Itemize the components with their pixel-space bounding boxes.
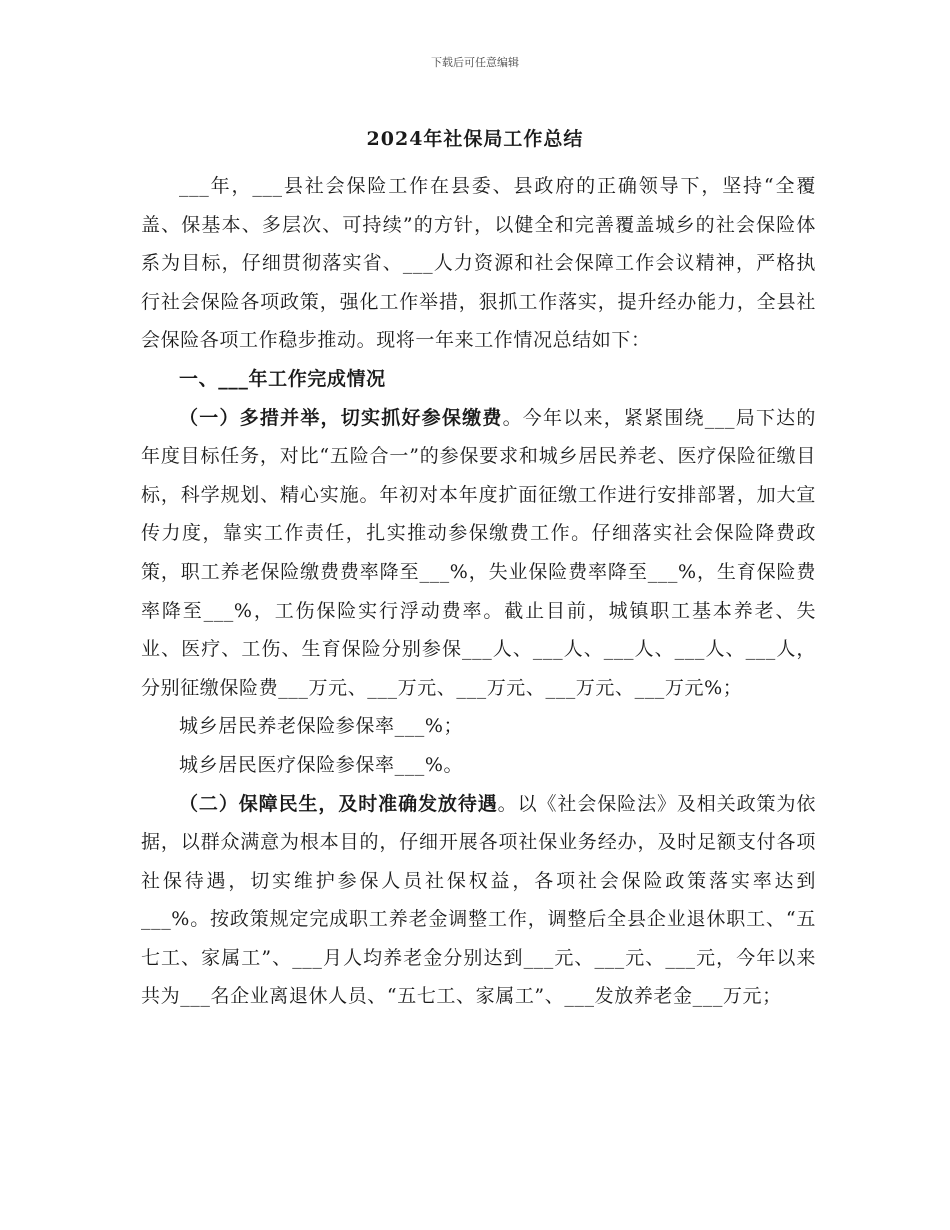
document-title: 2024年社保局工作总结 — [366, 128, 584, 150]
header-note: 下载后可任意编辑 — [431, 56, 519, 69]
section-heading: 一、___年工作完成情况 — [179, 367, 386, 390]
subsection-1-paragraph — [141, 399, 816, 708]
subsection-2-paragraph — [141, 785, 816, 1017]
subsection-1-text: 。今年以来，紧紧围绕___局下达的年度目标任务，对比“五险合一”的参保要求和城乡居民养老、医疗保险征缴目标，科学规划、精心实施。年初对本年度扩面征缴工作进行安排部署，加大宣传力度，靠实工作责任，扎实推动参保缴费工作。仔细落实社会保险降费政策，职工养老保险缴费费率降至___%，失业保险费率降至___%，生育保险费率降至___%，工伤保险实行浮动费率。截止目前，城镇职工基本养老、失业、医疗、工伤、生育保险分别参保___人、___人、___人、___人、___人，分别征缴保险费___万元、___万元、___万元、___万元、___万元%； — [141, 406, 816, 699]
medical-rate-line: 城乡居民医疗保险参保率___%。 — [179, 753, 464, 776]
document-body — [141, 167, 816, 1016]
subsection-2-text: 。以《社会保险法》及相关政策为依据，以群众满意为根本目的，仔细开展各项社保业务经办，及时足额支付各项社保待遇，切实维护参保人员社保权益，各项社会保险政策落实率达到___%。按政策规定完成职工养老金调整工作，调整后全县企业退休职工、“五七工、家属工”、___月人均养老金分别达到___元、___元、___元，今年以来共为___名企业离退休人员、“五七工、家属工”、___发放养老金___万元； — [141, 792, 816, 1008]
subsection-1-heading: （一）多措并举，切实抓好参保缴费 — [179, 406, 503, 429]
intro-paragraph: ___年，___县社会保险工作在县委、县政府的正确领导下，坚持“全覆盖、保基本、多层次、可持续”的方针，以健全和完善覆盖城乡的社会保险体系为目标，仔细贯彻落实省、___人力资源和社会保障工作会议精神，严格执行社会保险各项政策，强化工作举措，狠抓工作落实，提升经办能力，全县社会保险各项工作稳步推动。现将一年来工作情况总结如下： — [141, 175, 816, 352]
subsection-2-heading: （二）保障民生，及时准确发放待遇 — [179, 792, 498, 815]
pension-rate-line: 城乡居民养老保险参保率___%； — [179, 715, 464, 738]
